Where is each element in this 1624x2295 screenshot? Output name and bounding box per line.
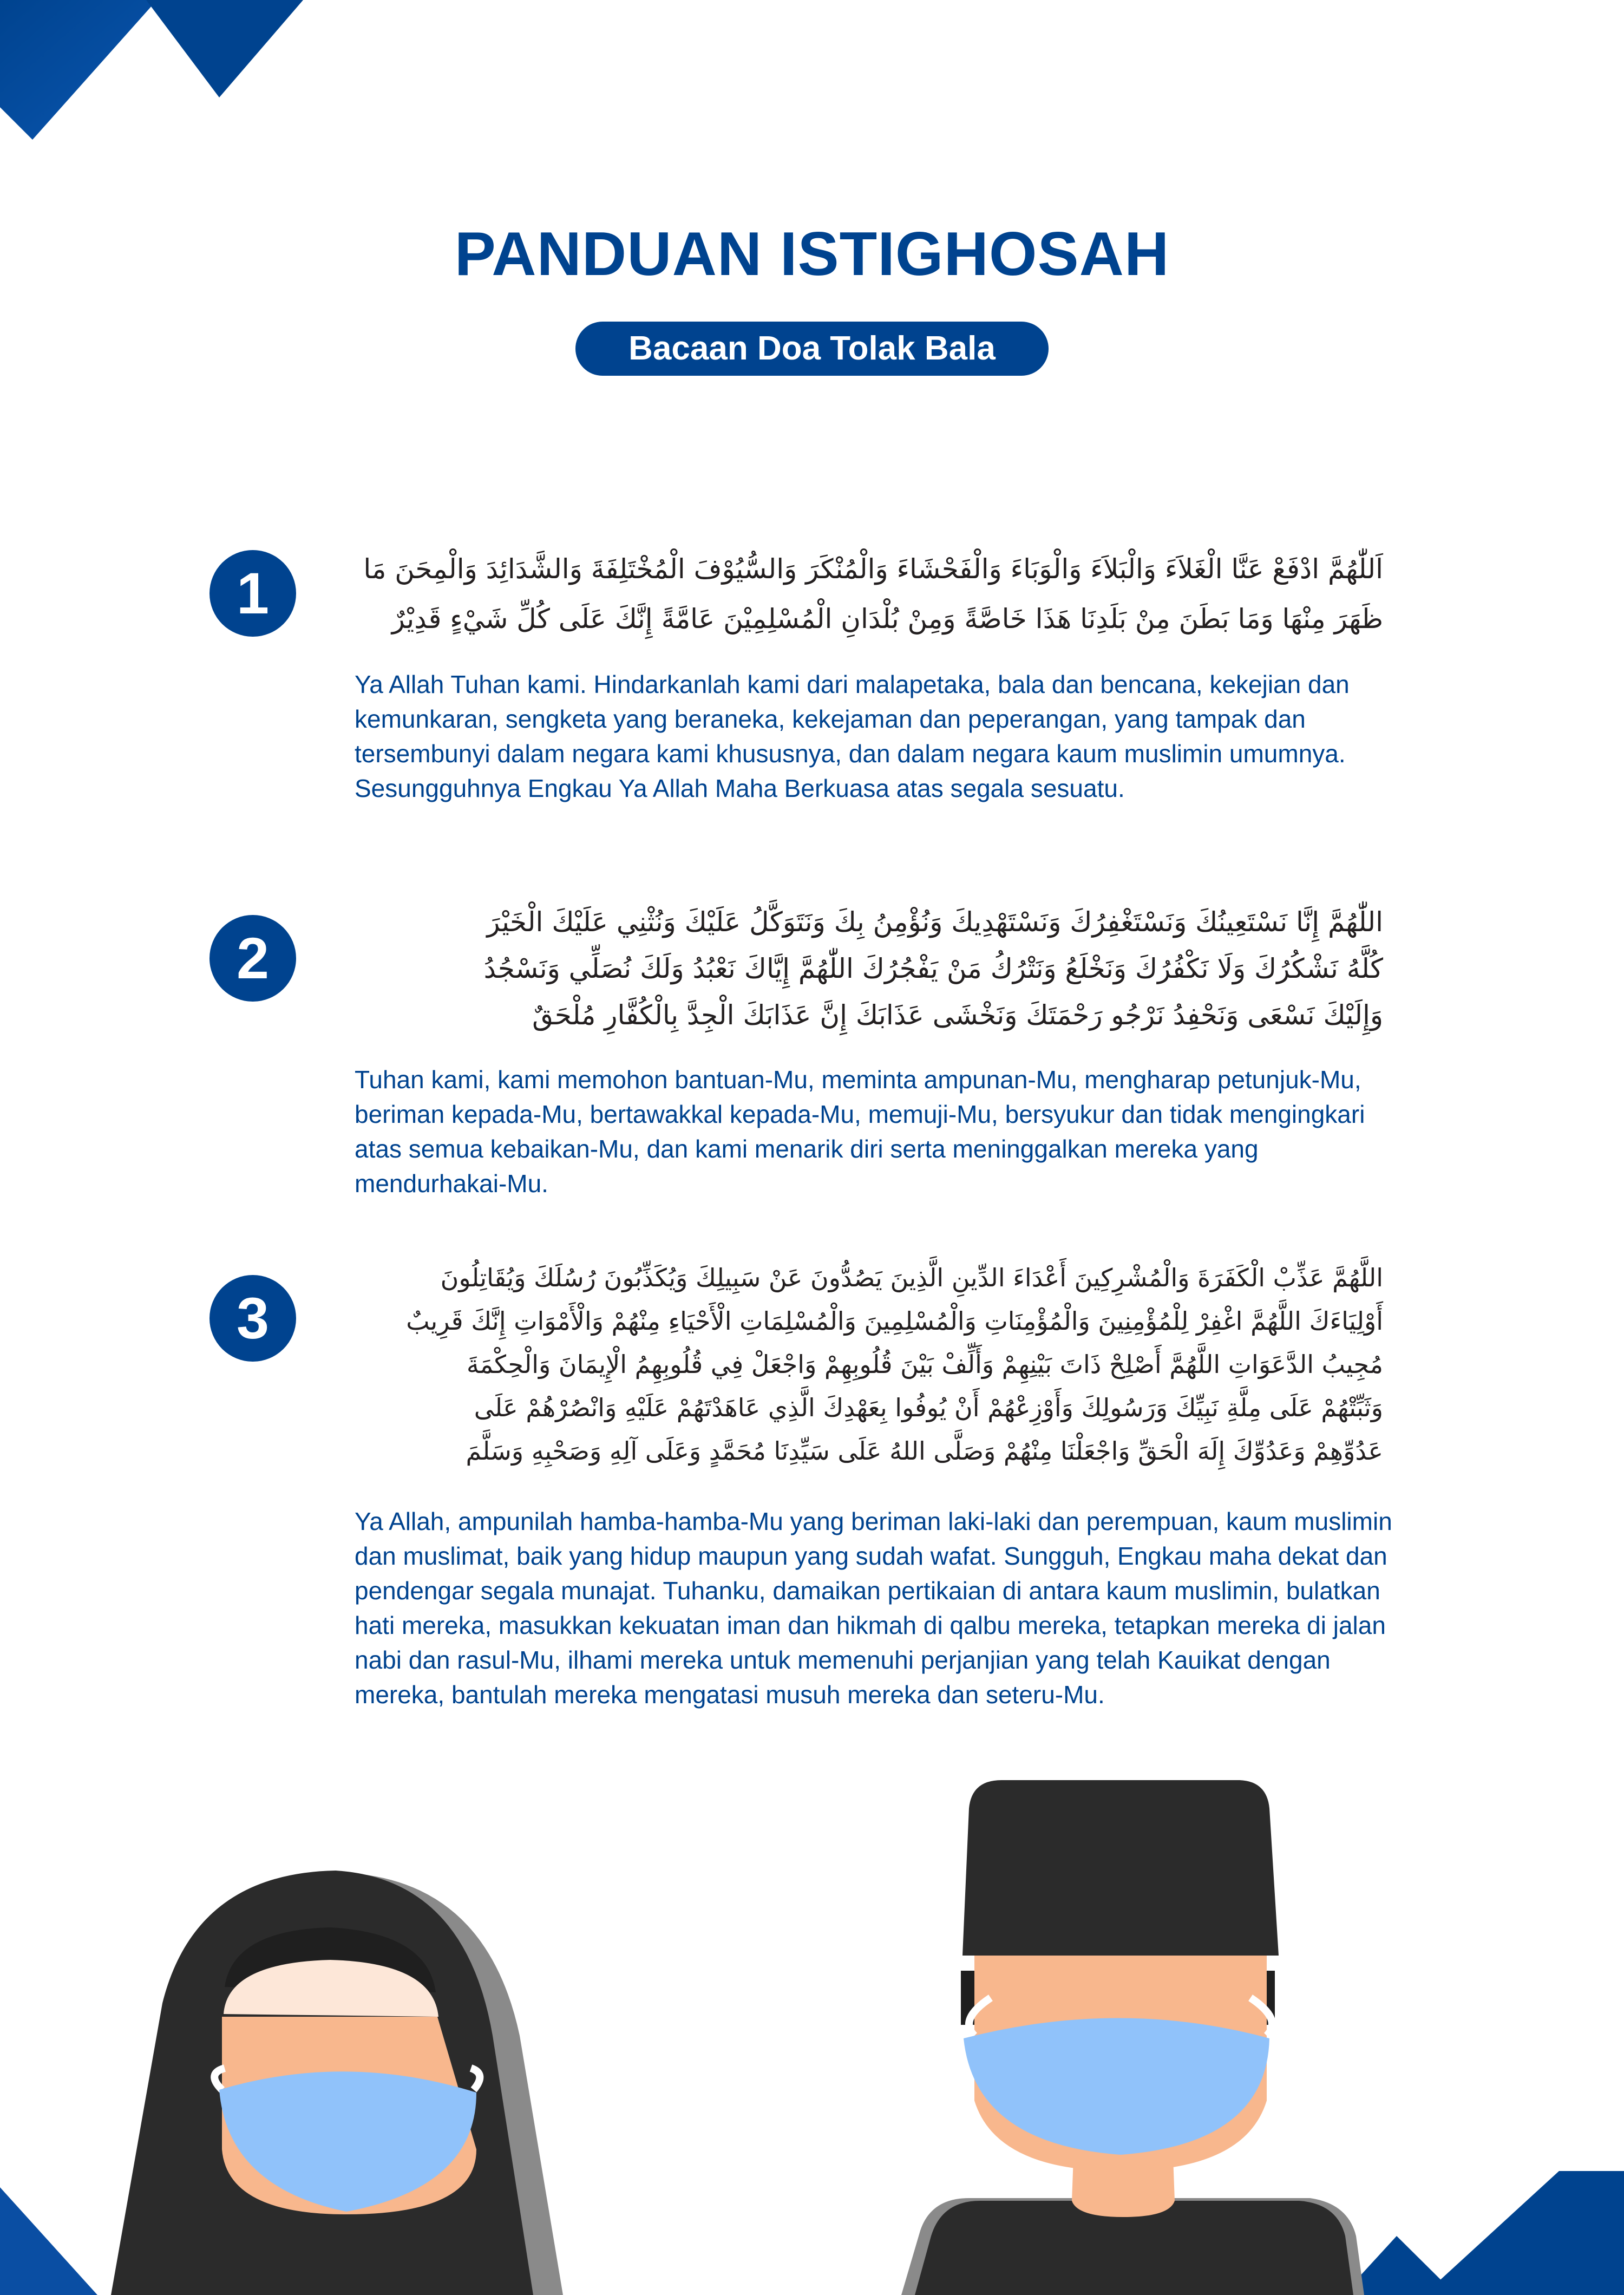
arabic-line: اللّٰهُمَّ إِنَّا نَسْتَعِينُكَ وَنَسْتَغْفِرُكَ وَنَسْتَهْدِيكَ وَنُؤْمِنُ بِكَ وَنَتَوَكَّلُ عَلَيْكَ وَنُثْنِي عَلَيْكَ الْخَيْرَ — [487, 906, 1383, 938]
arabic-line: كُلَّهُ نَشْكُرُكَ وَلَا نَكْفُرُكَ وَنَخْلَعُ وَنَتْرُكُ مَنْ يَفْجُرُكَ اللّٰهُمَّ إِيَّاكَ نَعْبُدُ وَلَكَ نُصَلِّي وَنَسْجُدُ — [483, 953, 1383, 984]
bottom-left-decoration — [0, 2187, 108, 2295]
arabic-line: وَإِلَيْكَ نَسْعَى وَنَحْفِدُ نَرْجُو رَحْمَتَكَ وَنَخْشَى عَذَابَكَ إِنَّ عَذَابَكَ الْجِدَّ بِالْكُفَّارِ مُلْحَقٌ — [532, 999, 1383, 1031]
prayer-number-2: 2 — [209, 915, 296, 1002]
arabic-line: اللَّهُمَّ عَذِّبْ الْكَفَرَةَ وَالْمُشْرِكِينَ أَعْدَاءَ الدِّينِ الَّذِينَ يَصُدُّونَ عَنْ سَبِيلِكَ وَيُكَذِّبُونَ رُسُلَكَ وَيُقَاتِلُونَ — [440, 1263, 1383, 1292]
subtitle-badge: Bacaan Doa Tolak Bala — [575, 322, 1049, 376]
arabic-line: وَثَبِّتْهُمْ عَلَى مِلَّةِ نَبِيِّكَ وَرَسُولِكَ وَأَوْزِعْهُمْ أَنْ يُوفُوا بِعَهْدِكَ الَّذِي عَاهَدْتَهُمْ عَلَيْهِ وَانْصُرْهُمْ عَلَى — [474, 1393, 1383, 1422]
arabic-line: ظَهَرَ مِنْهَا وَمَا بَطَنَ مِنْ بَلَدِنَا هَذَا خَاصَّةً وَمِنْ بُلْدَانِ الْمُسْلِمِيْنَ عَامَّةً إِنَّكَ عَلَى كُلِّ شَيْءٍ قَدِيْرٌ — [391, 603, 1383, 635]
arabic-line: مُجِيبُ الدَّعَوَاتِ اللَّهُمَّ أَصْلِحْ ذَاتَ بَيْنِهِمْ وَأَلِّفْ بَيْنَ قُلُوبِهِمْ وَاجْعَلْ فِي قُلُوبِهِمُ الْإِيمَانَ وَالْحِكْمَةَ — [466, 1350, 1383, 1379]
page-title: PANDUAN ISTIGHOSAH — [454, 220, 1170, 289]
arabic-line: اَللّٰهُمَّ ادْفَعْ عَنَّا الْغَلاَءَ وَالْبَلاَءَ وَالْوَبَاءَ وَالْفَحْشَاءَ وَالْمُنْكَرَ وَالسُّيُوْفَ الْمُخْتَلِفَةَ وَالشَّدَائِدَ وَالْمِحَنَ مَا — [363, 553, 1383, 585]
top-left-decoration — [0, 0, 325, 146]
arabic-text-1 — [355, 544, 1383, 644]
prayer-number-1: 1 — [209, 550, 296, 637]
arabic-line: أَوْلِيَاءَكَ اللَّهُمَّ اغْفِرْ لِلْمُؤْمِنِينَ وَالْمُؤْمِنَاتِ وَالْمُسْلِمِينَ وَالْمُسْلِمَاتِ الْأَحْيَاءِ مِنْهُمْ وَالْأَمْوَاتِ إِنَّكَ قَرِيبٌ — [406, 1306, 1383, 1336]
arabic-line: عَدُوِّهِمْ وَعَدُوِّكَ إِلَهَ الْحَقِّ وَاجْعَلْنَا مِنْهُمْ وَصَلَّى اللهُ عَلَى سَيِّدِنَا مُحَمَّدٍ وَعَلَى آلِهِ وَصَحْبِهِ وَسَلَّمَ — [466, 1436, 1383, 1466]
arabic-text-3 — [355, 1256, 1383, 1473]
prayer-number-3: 3 — [209, 1275, 296, 1362]
arabic-text-2 — [355, 899, 1383, 1038]
translation-1: Ya Allah Tuhan kami. Hindarkanlah kami dari malapetaka, bala dan bencana, kekejian dan kemunkaran, sengketa yang beraneka, kekejaman dan peperangan, yang tampak dan tersembunyi dalam negara kami khususnya, dan dalam negara kaum muslimin umumnya. Sesungguhnya Engkau Ya Allah Maha Berkuasa atas segala sesuatu. — [355, 670, 1350, 802]
translation-2: Tuhan kami, kami memohon bantuan-Mu, meminta ampunan-Mu, mengharap petunjuk-Mu, beriman kepada-Mu, bertawakkal kepada-Mu, memuji-Mu, bersyukur dan tidak mengingkari atas semua kebaikan-Mu, dan kami menarik diri serta meninggalkan mereka yang mendurhakai-Mu. — [355, 1065, 1365, 1198]
bottom-right-decoration — [1343, 2171, 1624, 2295]
translation-3: Ya Allah, ampunilah hamba-hamba-Mu yang beriman laki-laki dan perempuan, kaum muslimin dan muslimat, baik yang hidup maupun yang sudah wafat. Sungguh, Engkau maha dekat dan pendengar segala munajat. Tuhanku, damaikan pertikaian di antara kaum muslimin, bulatkan hati mereka, masukkan kekuatan iman dan hikmah di qalbu mereka, tetapkan mereka di jalan nabi dan rasul-Mu, ilhami mereka untuk memenuhi perjanjian yang telah Kauikat dengan mereka, bantulah mereka mengatasi musuh mereka dan seteru-Mu. — [355, 1507, 1392, 1709]
